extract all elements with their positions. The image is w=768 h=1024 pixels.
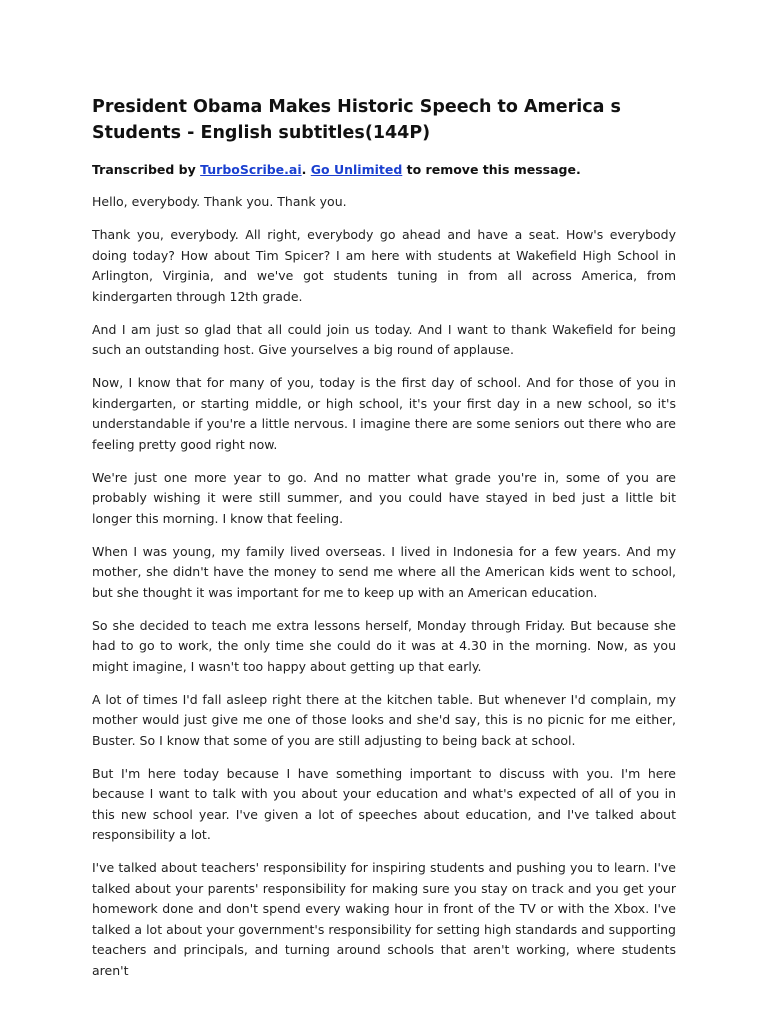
paragraph-3: And I am just so glad that all could join us today. And I want to thank Wakefield for being such an outstanding host. Give yourselves a big round of applause. (92, 321, 676, 357)
paragraph-5: We're just one more year to go. And no matter what grade you're in, some of you are probably wishing it were still summer, and you could have stayed in bed just a little bit longer this morning. I know that feeling. (92, 469, 676, 526)
paragraph-2: Thank you, everybody. All right, everybody go ahead and have a seat. How's everybody doing today? How about Tim Spicer? I am here with students at Wakefield High School in Arlington, Virginia, and we've got students tuning in from all across America, from kindergarten through 12th grade. (92, 227, 676, 304)
paragraph-7: So she decided to teach me extra lessons herself, Monday through Friday. But because she had to go to work, the only time she could do it was at 4.30 in the morning. Now, as you might imagine, I wasn't too happy about getting up that early. (92, 617, 676, 674)
document-title: President Obama Makes Historic Speech to America s Students - English subtitles(144P) (92, 97, 621, 143)
credit-separator: . (301, 162, 311, 177)
document-page (92, 94, 676, 994)
paragraph-4: Now, I know that for many of you, today is the first day of school. And for those of you in kindergarten, or starting middle, or high school, it's your first day in a new school, so it's understandable if you're a little nervous. I imagine there are some seniors out there who are feeling pretty good right now. (92, 375, 676, 452)
paragraph-10: I've talked about teachers' responsibility for inspiring students and pushing you to learn. I've talked about your parents' responsibility for making sure you stay on track and you get your homework done and don't spend every waking hour in front of the TV or with the Xbox. I've talked a lot about your government's responsibility for setting high standards and supporting teachers and principals, and turning around schools that aren't working, where students aren't (92, 860, 676, 978)
go-unlimited-link[interactable]: Go Unlimited (310, 162, 403, 177)
credit-suffix: to remove this message. (402, 162, 581, 177)
paragraph-6: When I was young, my family lived overseas. I lived in Indonesia for a few years. And my mother, she didn't have the money to send me where all the American kids went to school, but she thought it was important for me to keep up with an American education. (92, 543, 676, 600)
paragraph-1: Hello, everybody. Thank you. Thank you. (92, 194, 347, 209)
turboscribe-link[interactable]: TurboScribe.ai (200, 162, 302, 177)
paragraph-9: But I'm here today because I have something important to discuss with you. I'm here because I want to talk with you about your education and what's expected of all of you in this new school year. I've given a lot of speeches about education, and I've talked about responsibility a lot. (92, 765, 676, 842)
credit-prefix: Transcribed by (92, 162, 201, 177)
paragraph-8: A lot of times I'd fall asleep right there at the kitchen table. But whenever I'd complain, my mother would just give me one of those looks and she'd say, this is no picnic for me either, Buster. So I know that some of you are still adjusting to being back at school. (92, 691, 676, 748)
transcription-credit (92, 160, 676, 180)
